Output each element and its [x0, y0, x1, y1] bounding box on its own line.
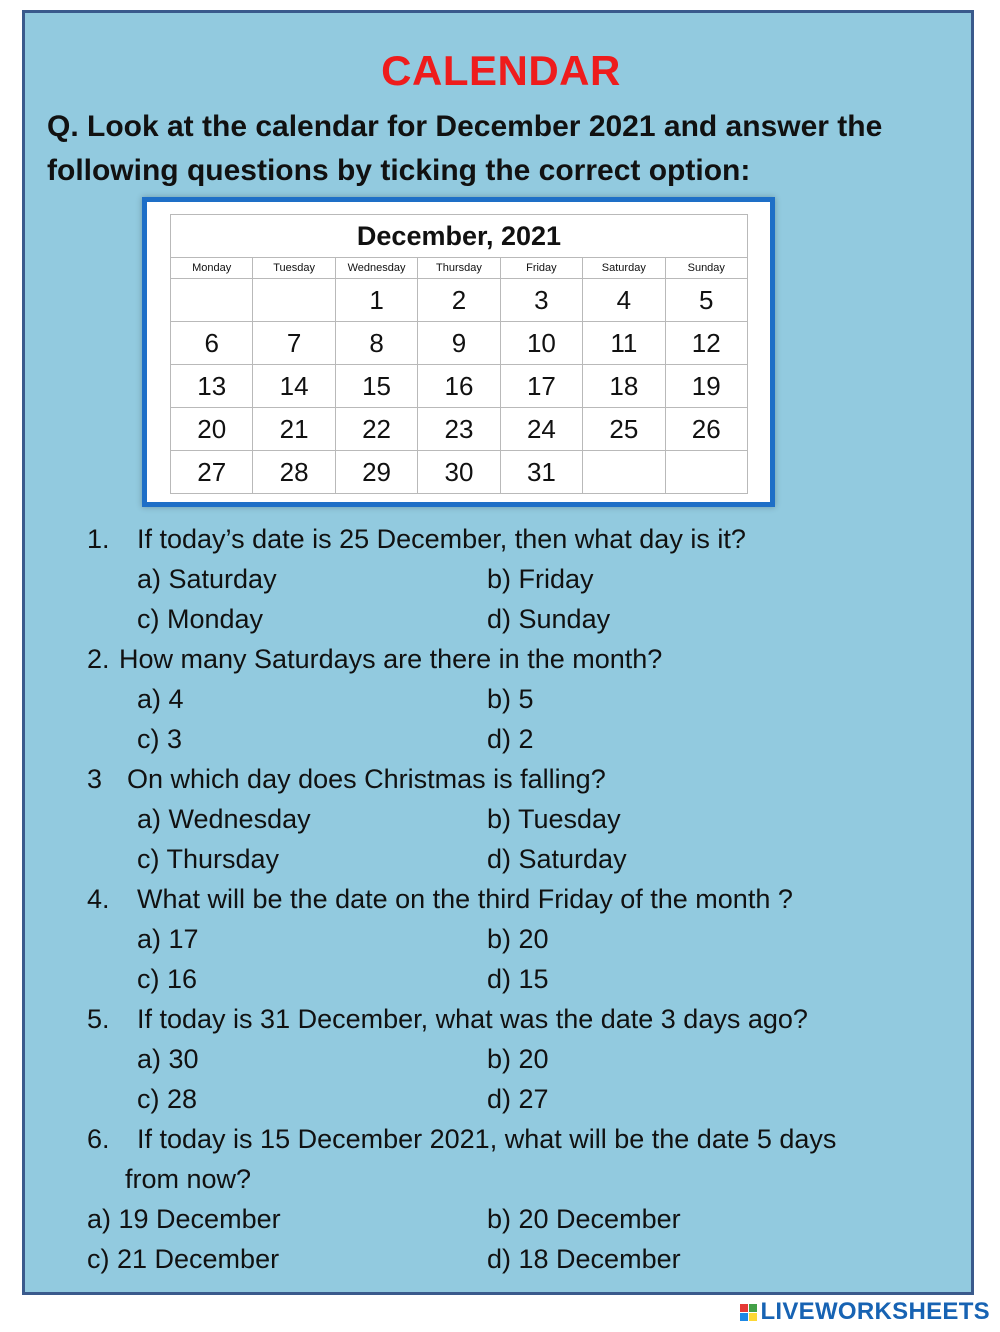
question-number: 1. [87, 524, 110, 554]
date-cell: 17 [500, 365, 582, 408]
date-cell: 22 [335, 408, 417, 451]
date-cell: 31 [500, 451, 582, 494]
calendar-week-row [171, 279, 748, 322]
date-cell: 19 [665, 365, 747, 408]
date-cell: 27 [171, 451, 253, 494]
date-cell: 15 [335, 365, 417, 408]
option-b[interactable]: b) 20 [487, 924, 549, 954]
date-cell: 2 [418, 279, 500, 322]
option-a[interactable]: a) Wednesday [137, 804, 311, 834]
option-a[interactable]: a) 19 December [87, 1204, 281, 1234]
calendar-day-header-row [171, 258, 748, 279]
question-text: If today is 15 December 2021, what will be the date 5 days [137, 1124, 837, 1154]
option-a[interactable]: a) 30 [137, 1044, 199, 1074]
day-header: Wednesday [335, 258, 417, 279]
day-header: Friday [500, 258, 582, 279]
date-cell: 1 [335, 279, 417, 322]
footer-brand-text: LIVEWORKSHEETS [760, 1298, 990, 1325]
question-text: If today’s date is 25 December, then what day is it? [137, 524, 746, 554]
question-number: 4. [87, 884, 110, 914]
option-b[interactable]: b) 5 [487, 684, 534, 714]
date-cell: 25 [583, 408, 665, 451]
date-cell: 10 [500, 322, 582, 365]
date-cell: 7 [253, 322, 335, 365]
calendar-week-row [171, 451, 748, 494]
date-cell: 21 [253, 408, 335, 451]
question-text: If today is 31 December, what was the date 3 days ago? [137, 1004, 808, 1034]
day-header: Monday [171, 258, 253, 279]
question-number: 2. [87, 644, 110, 674]
option-d[interactable]: d) 27 [487, 1084, 549, 1114]
option-a[interactable]: a) 4 [137, 684, 184, 714]
logo-square [740, 1304, 748, 1312]
date-cell: 8 [335, 322, 417, 365]
date-cell: 6 [171, 322, 253, 365]
option-c[interactable]: c) 3 [137, 724, 183, 754]
worksheet-title: CALENDAR [381, 47, 621, 94]
option-a[interactable]: a) Saturday [137, 564, 277, 594]
option-c[interactable]: c) Thursday [137, 844, 280, 874]
date-cell: 30 [418, 451, 500, 494]
day-header: Saturday [583, 258, 665, 279]
day-header: Thursday [418, 258, 500, 279]
date-cell: 14 [253, 365, 335, 408]
option-d[interactable]: d) 15 [487, 964, 549, 994]
option-d[interactable]: d) Sunday [487, 604, 611, 634]
date-cell [583, 451, 665, 494]
day-header: Tuesday [253, 258, 335, 279]
option-c[interactable]: c) Monday [137, 604, 264, 634]
date-cell: 3 [500, 279, 582, 322]
date-cell: 28 [253, 451, 335, 494]
date-cell: 23 [418, 408, 500, 451]
date-cell [171, 279, 253, 322]
question-text: How many Saturdays are there in the month? [119, 644, 663, 674]
question-text-continued: from now? [125, 1164, 252, 1194]
option-d[interactable]: d) 18 December [487, 1244, 681, 1274]
logo-square [740, 1313, 748, 1321]
question-text: On which day does Christmas is falling? [127, 764, 606, 794]
question-number: 6. [87, 1124, 110, 1154]
worksheet [22, 10, 974, 1295]
calendar-table [170, 214, 748, 494]
option-a[interactable]: a) 17 [137, 924, 199, 954]
option-d[interactable]: d) Saturday [487, 844, 627, 874]
calendar-frame [142, 197, 775, 507]
date-cell: 18 [583, 365, 665, 408]
calendar-week-row [171, 408, 748, 451]
option-b[interactable]: b) Friday [487, 564, 594, 594]
date-cell: 11 [583, 322, 665, 365]
date-cell [665, 451, 747, 494]
option-b[interactable]: b) Tuesday [487, 804, 621, 834]
option-c[interactable]: c) 16 [137, 964, 198, 994]
date-cell: 12 [665, 322, 747, 365]
option-d[interactable]: d) 2 [487, 724, 534, 754]
date-cell [253, 279, 335, 322]
instruction-text: Q. Look at the calendar for December 2021 and answer the following questions by ticking the correct option: [47, 110, 883, 187]
date-cell: 20 [171, 408, 253, 451]
day-header: Sunday [665, 258, 747, 279]
option-c[interactable]: c) 28 [137, 1084, 198, 1114]
date-cell: 16 [418, 365, 500, 408]
date-cell: 29 [335, 451, 417, 494]
logo-square [749, 1304, 757, 1312]
date-cell: 4 [583, 279, 665, 322]
calendar-caption: December, 2021 [171, 215, 748, 258]
date-cell: 13 [171, 365, 253, 408]
date-cell: 24 [500, 408, 582, 451]
question-text: What will be the date on the third Friday of the month ? [137, 884, 793, 914]
option-b[interactable]: b) 20 December [487, 1204, 681, 1234]
liveworksheets-logo-icon [740, 1304, 757, 1321]
question-number: 5. [87, 1004, 110, 1034]
date-cell: 5 [665, 279, 747, 322]
logo-square [749, 1313, 757, 1321]
option-c[interactable]: c) 21 December [87, 1244, 280, 1274]
calendar-week-row [171, 322, 748, 365]
date-cell: 26 [665, 408, 747, 451]
question-number: 3 [87, 764, 103, 794]
date-cell: 9 [418, 322, 500, 365]
option-b[interactable]: b) 20 [487, 1044, 549, 1074]
calendar-week-row [171, 365, 748, 408]
footer-branding [740, 1297, 990, 1327]
